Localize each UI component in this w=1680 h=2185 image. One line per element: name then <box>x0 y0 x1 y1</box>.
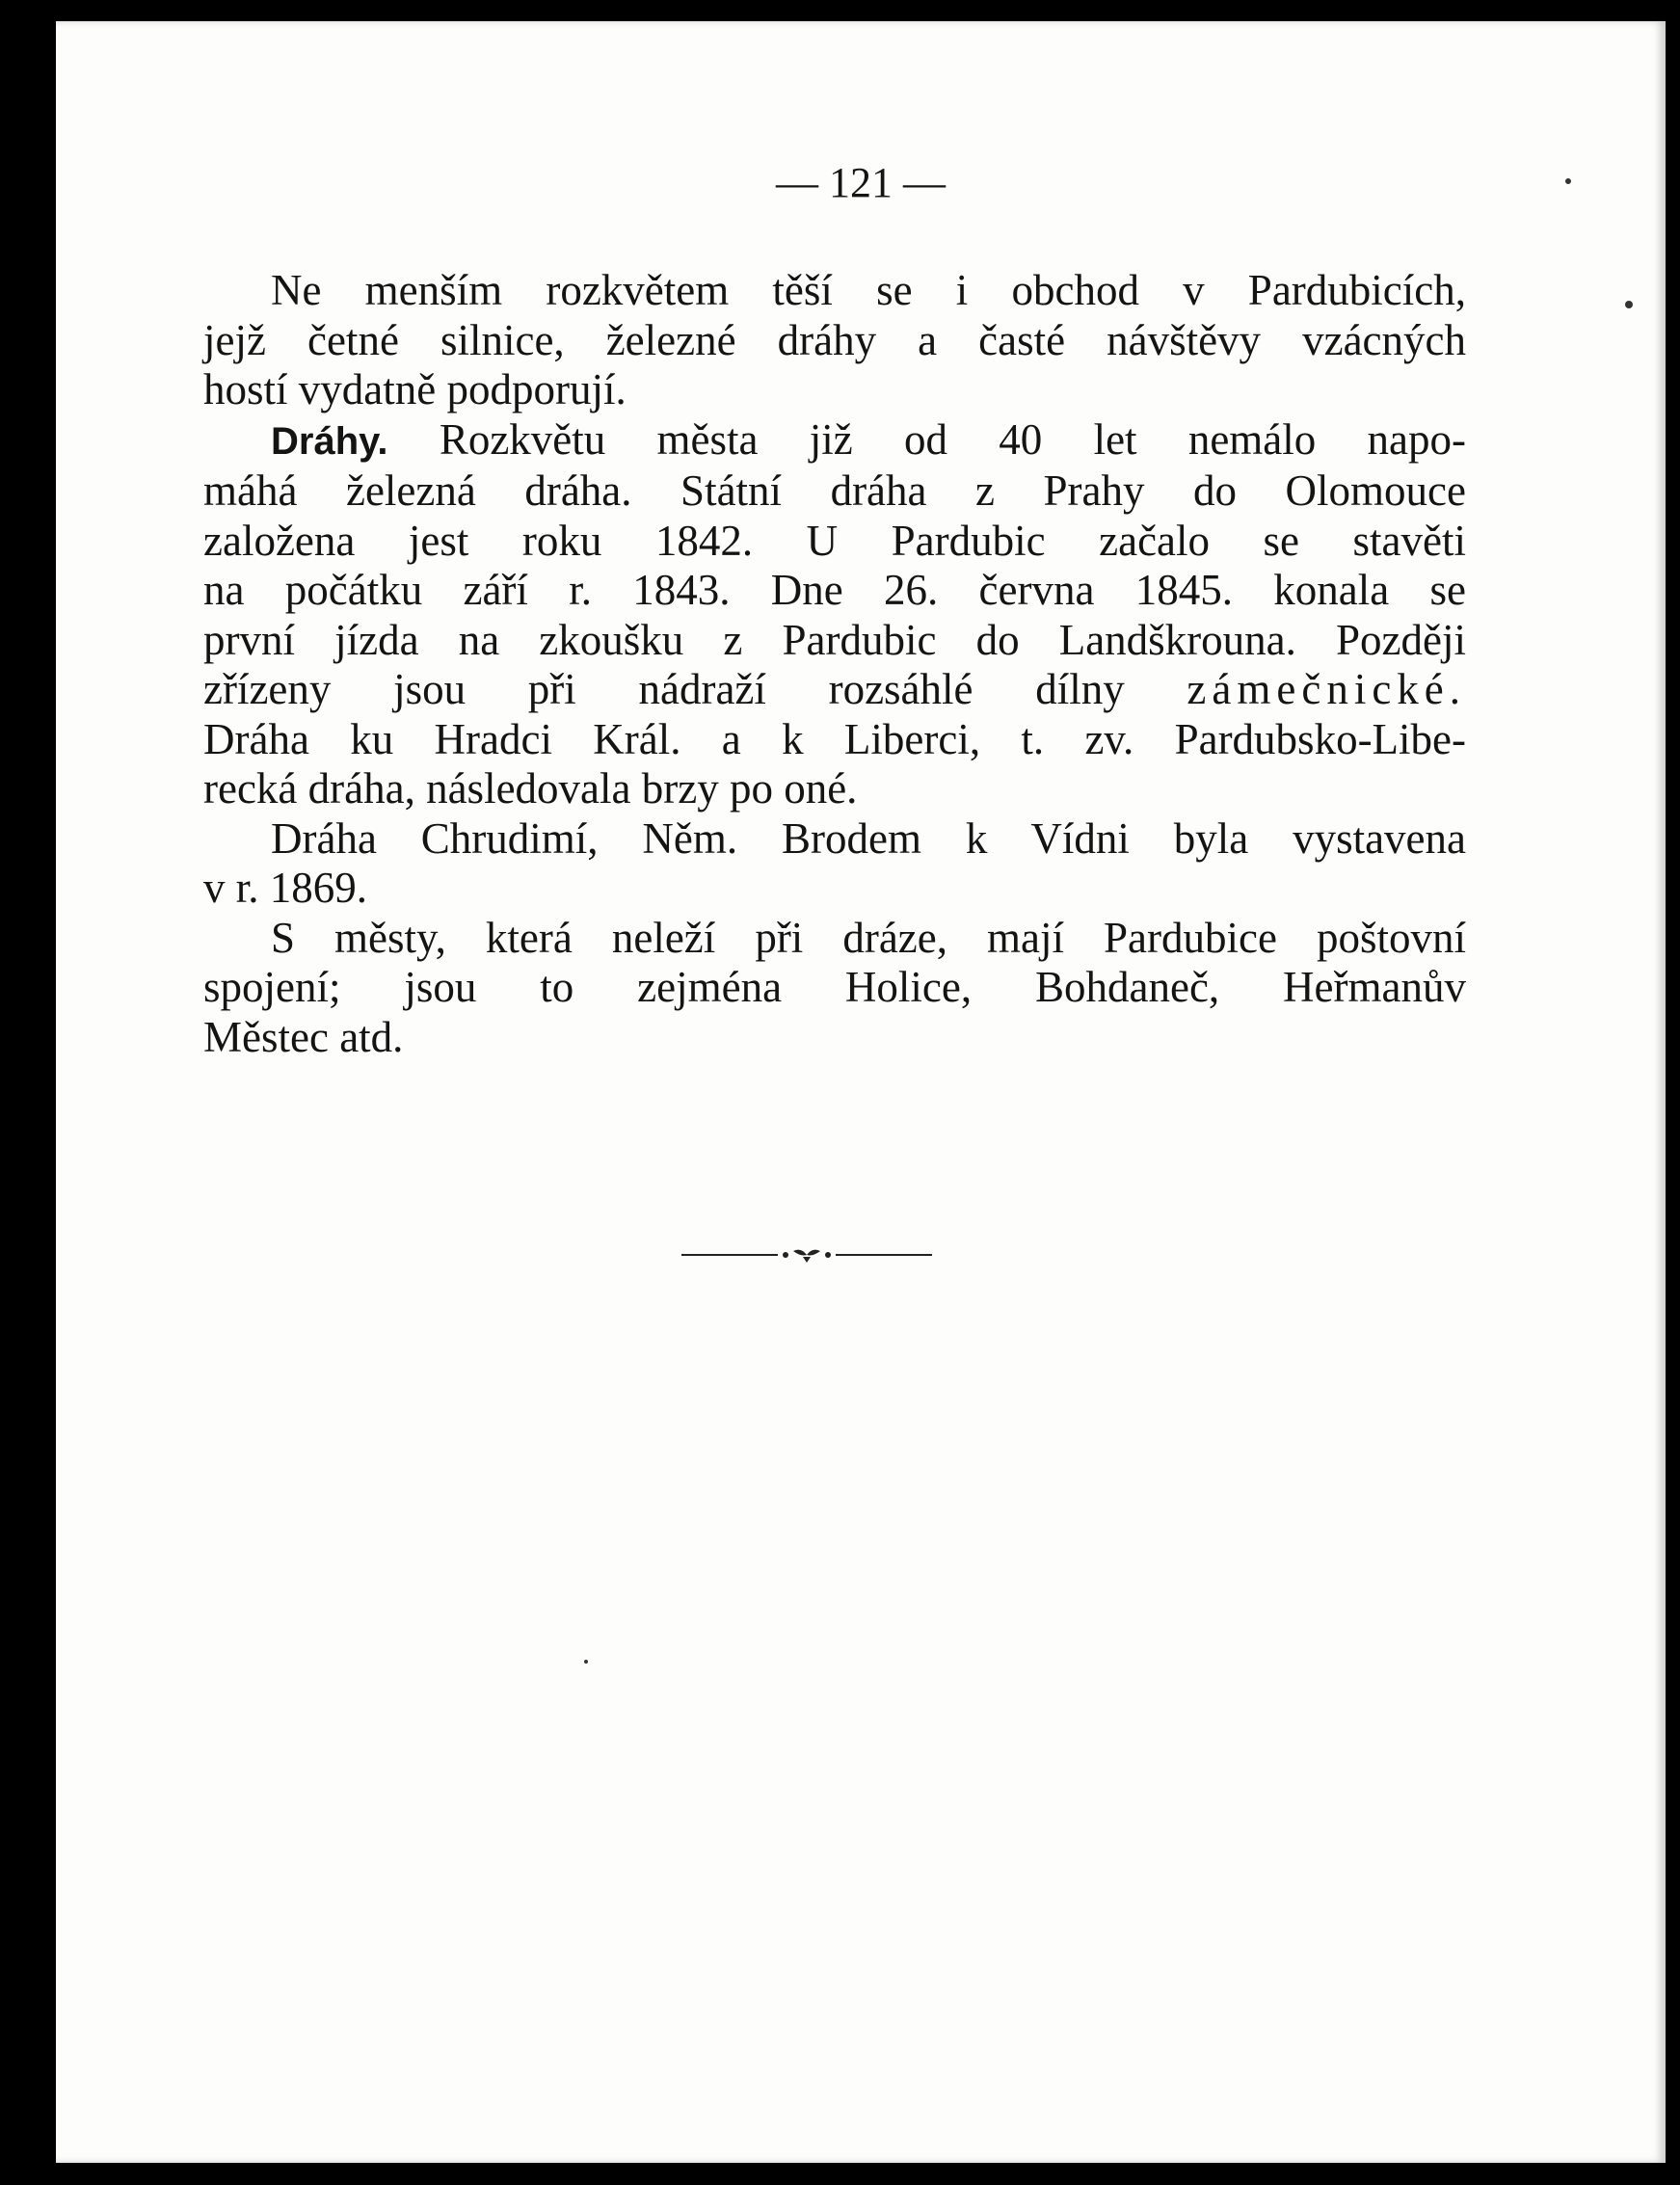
speck <box>584 1660 588 1664</box>
paragraph-2-line-6 <box>203 665 1466 715</box>
section-heading: Dráhy. <box>271 419 388 463</box>
paragraph-1-line-2: jejž četné silnice, železné dráhy a časté návštěvy vzácných <box>203 315 1466 364</box>
paragraph-2-line-4: na počátku září r. 1843. Dne 26. června 1845. konala se <box>203 566 1466 614</box>
paragraph-2-line-8: recká dráha, následovala brzy po oné. <box>203 764 858 813</box>
paragraph-2-line-7: Dráha ku Hradci Král. a k Liberci, t. zv. Pardubsko-Libe- <box>203 714 1466 763</box>
paragraph-2-line-1-rest: Rozkvětu města již od 40 let nemálo napo- <box>439 414 1467 464</box>
paragraph-2-line-6-text: zřízeny jsou při nádraží rozsáhlé dílny <box>203 665 1125 713</box>
paragraph-2-line-3: založena jest roku 1842. U Pardubic začalo se stavěti <box>203 516 1466 565</box>
speck <box>1565 178 1571 184</box>
paragraph-1-line-3: hostí vydatně podporují. <box>203 365 627 413</box>
paragraph-3-line-2: v r. 1869. <box>203 864 368 912</box>
paragraph-1-line-1: Ne menším rozkvětem těší se i obchod v Pardubicích, <box>271 266 1466 314</box>
paragraph-2-line-5: první jízda na zkoušku z Pardubic do Landškrouna. Později <box>203 615 1466 664</box>
paragraph-4-line-1: S městy, která neleží při dráze, mají Pardubice poštovní <box>271 913 1466 962</box>
ornament-divider-icon <box>681 1245 932 1265</box>
speck <box>1625 301 1633 308</box>
paragraph-2-line-2: máhá železná dráha. Státní dráha z Prahy do Olomouce <box>203 466 1466 515</box>
paragraph-4-line-2: spojení; jsou to zejména Holice, Bohdaneč, Heřmanův <box>203 963 1466 1011</box>
body-text <box>203 266 1466 1062</box>
page-number: — 121 — <box>776 159 946 206</box>
paragraph-4-line-3: Městec atd. <box>203 1012 404 1061</box>
book-page <box>56 21 1666 2163</box>
spaced-word: zámečnické. <box>1187 665 1467 713</box>
paragraph-2-line-1 <box>203 415 1466 467</box>
paragraph-3-line-1: Dráha Chrudimí, Něm. Brodem k Vídni byla vystavena <box>271 813 1466 863</box>
